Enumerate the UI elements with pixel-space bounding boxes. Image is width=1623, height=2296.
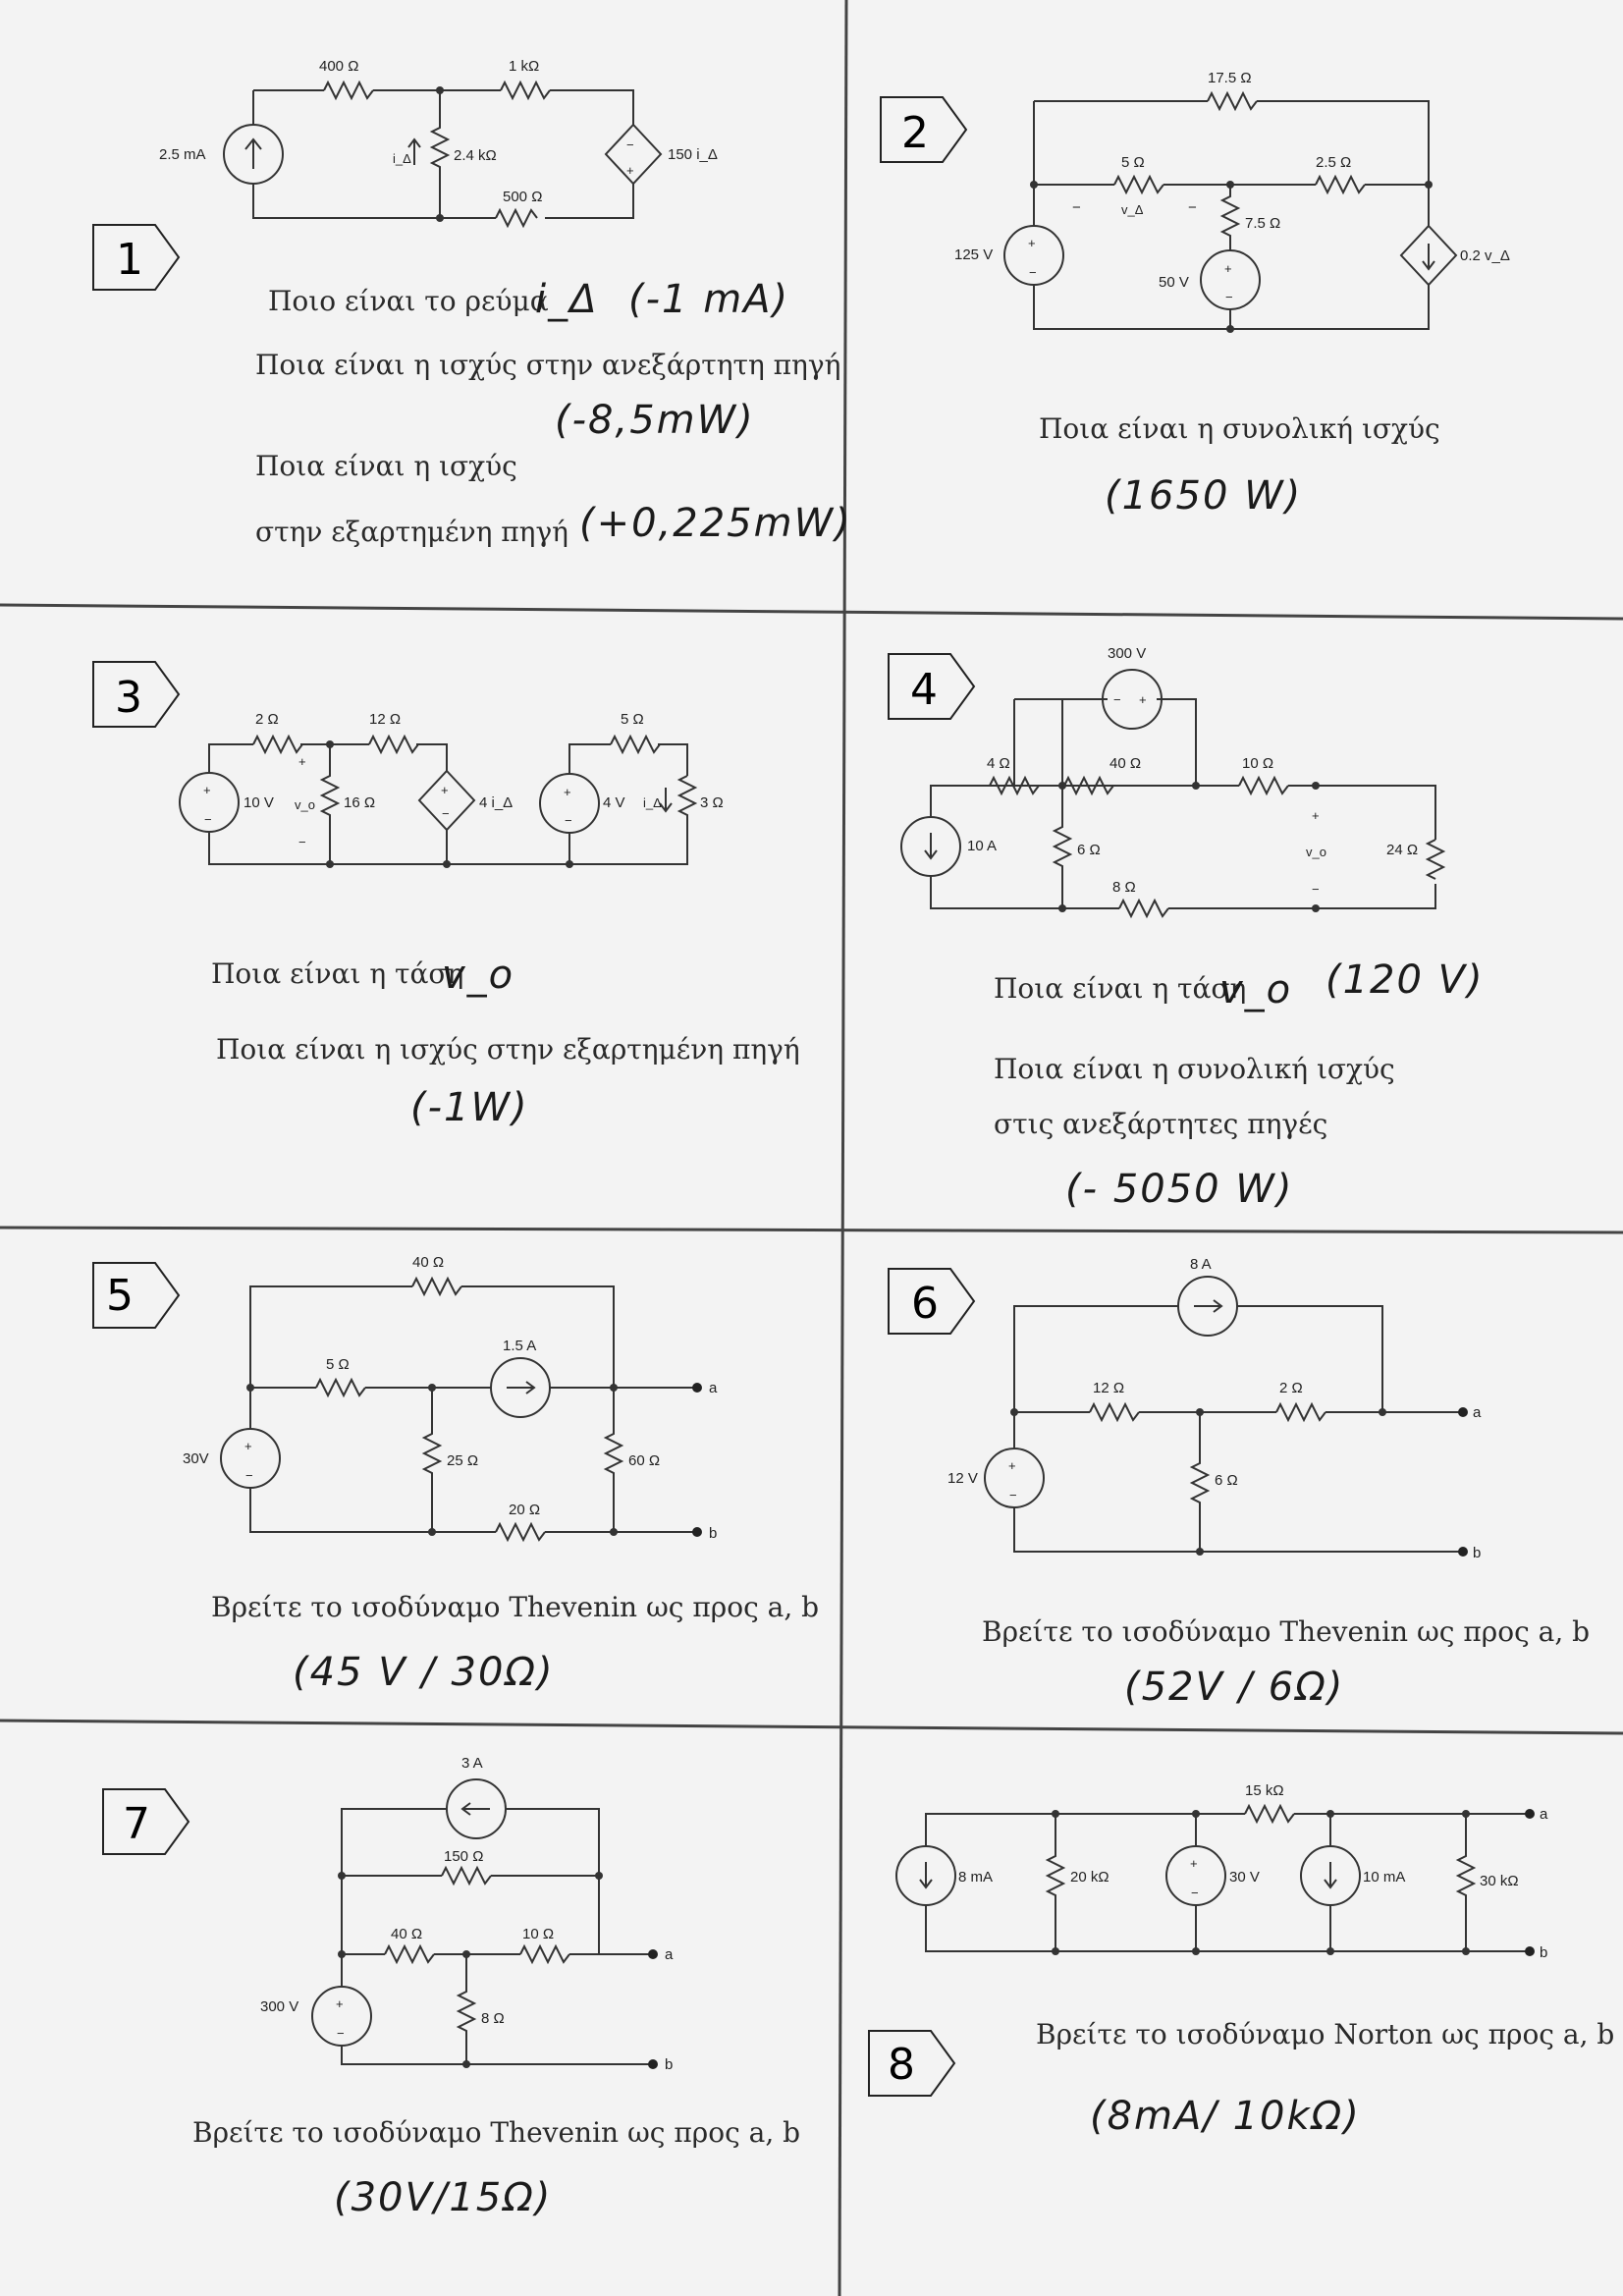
- label-300v: 300 V: [1108, 645, 1147, 662]
- label-20-ohm: 20 Ω: [509, 1502, 541, 1518]
- terminal-b-7: b: [665, 2056, 674, 2073]
- label-12v: 12 V: [947, 1470, 978, 1487]
- label-12-ohm-6: 12 Ω: [1093, 1380, 1125, 1396]
- svg-text:−: −: [626, 137, 634, 152]
- question-5-thevenin: Βρείτε το ισοδύναμο Thevenin ως προς a, b: [211, 1591, 820, 1623]
- label-7-5-ohm: 7.5 Ω: [1245, 215, 1281, 232]
- terminal-a-6: a: [1473, 1404, 1482, 1421]
- svg-text:−: −: [337, 2026, 345, 2041]
- terminal-a-8: a: [1540, 1806, 1548, 1823]
- label-1k-ohm: 1 kΩ: [509, 58, 540, 75]
- answer-5-thevenin: (45 V / 30Ω): [293, 1650, 555, 1695]
- answer-4-power: (- 5050 W): [1065, 1167, 1294, 1212]
- label-i-delta: i_Δ: [393, 151, 411, 166]
- label-30k-ohm: 30 kΩ: [1480, 1873, 1519, 1889]
- svg-text:−: −: [298, 835, 306, 849]
- label-20k-ohm: 20 kΩ: [1070, 1869, 1109, 1886]
- question-7-thevenin: Βρείτε το ισοδύναμο Thevenin ως προς a, b: [192, 2116, 801, 2149]
- label-16-ohm: 16 Ω: [344, 794, 376, 811]
- label-150-ohm: 150 Ω: [444, 1848, 484, 1865]
- question-4-sources: στις ανεξάρτητες πηγές: [994, 1108, 1328, 1140]
- label-vo-4: v_o: [1306, 845, 1326, 859]
- svg-text:+: +: [298, 754, 306, 769]
- label-15k-ohm: 15 kΩ: [1245, 1782, 1284, 1799]
- svg-text:+: +: [1008, 1458, 1016, 1473]
- answer-4-voltage: (120 V): [1325, 957, 1485, 1003]
- label-vo: v_o: [295, 797, 315, 812]
- svg-text:−: −: [442, 806, 450, 821]
- badge-number-6: 6: [911, 1279, 939, 1329]
- label-10v: 10 V: [243, 794, 274, 811]
- label-8ma: 8 mA: [958, 1869, 994, 1886]
- svg-text:−: −: [1225, 290, 1233, 304]
- label-30v-8: 30 V: [1229, 1869, 1260, 1886]
- svg-text:−: −: [204, 812, 212, 827]
- question-1-power-independent: Ποια είναι η ισχύς στην ανεξάρτητη πηγή: [255, 349, 841, 381]
- question-1-current: Ποιο είναι το ρεύμα: [268, 285, 549, 317]
- handwritten-var-4: v_o: [1219, 967, 1293, 1012]
- label-10a: 10 A: [967, 838, 998, 854]
- svg-text:−: −: [1072, 199, 1081, 216]
- label-150-i-delta: 150 i_Δ: [668, 146, 718, 163]
- svg-text:−: −: [1029, 265, 1037, 280]
- question-6-thevenin: Βρείτε το ισοδύναμο Thevenin ως προς a, b: [982, 1615, 1591, 1648]
- label-400-ohm: 400 Ω: [319, 58, 359, 75]
- label-5-ohm: 5 Ω: [1121, 154, 1145, 171]
- terminal-b-6: b: [1473, 1545, 1482, 1561]
- badge-number-1: 1: [116, 235, 143, 285]
- label-125v: 125 V: [954, 246, 994, 263]
- label-6-ohm-6: 6 Ω: [1215, 1472, 1238, 1489]
- answer-1-power-dependent: (+0,225mW): [579, 501, 852, 546]
- label-v-delta: v_Δ: [1121, 202, 1144, 217]
- badge-number-2: 2: [901, 108, 929, 158]
- svg-text:+: +: [203, 783, 211, 797]
- label-30v: 30V: [183, 1450, 209, 1467]
- terminal-a-5: a: [709, 1380, 718, 1396]
- answer-7-thevenin: (30V/15Ω): [334, 2175, 553, 2220]
- label-4-i-delta: 4 i_Δ: [479, 794, 514, 811]
- svg-text:+: +: [1139, 692, 1147, 707]
- svg-text:+: +: [336, 1996, 344, 2011]
- label-5-ohm: 5 Ω: [621, 711, 644, 728]
- svg-text:+: +: [1028, 236, 1036, 250]
- terminal-b-5: b: [709, 1525, 718, 1542]
- label-2-5ma: 2.5 mA: [159, 146, 206, 163]
- svg-text:−: −: [1312, 882, 1320, 897]
- label-25-ohm: 25 Ω: [447, 1452, 479, 1469]
- svg-text:−: −: [1188, 199, 1197, 216]
- handwritten-var-3: v_o: [442, 953, 515, 998]
- answer-3-power: (-1W): [410, 1085, 529, 1130]
- label-40-ohm: 40 Ω: [1109, 755, 1142, 772]
- label-24-ohm: 24 Ω: [1386, 842, 1419, 858]
- question-3-power: Ποια είναι η ισχύς στην εξαρτημένη πηγή: [216, 1033, 800, 1066]
- label-12-ohm: 12 Ω: [369, 711, 402, 728]
- label-8-ohm-7: 8 Ω: [481, 2010, 505, 2027]
- label-10-ohm-7: 10 Ω: [522, 1926, 555, 1942]
- svg-text:−: −: [565, 813, 572, 828]
- answer-1-current: (-1 mA): [628, 277, 790, 322]
- answer-1-power-independent: (-8,5mW): [555, 398, 755, 443]
- label-500-ohm: 500 Ω: [503, 189, 543, 205]
- svg-text:+: +: [244, 1439, 252, 1453]
- answer-6-thevenin: (52V / 6Ω): [1124, 1665, 1345, 1710]
- question-3-voltage: Ποια είναι η τάση: [211, 957, 464, 990]
- label-60-ohm: 60 Ω: [628, 1452, 661, 1469]
- terminal-b-8: b: [1540, 1944, 1548, 1961]
- question-4-power: Ποια είναι η συνολική ισχύς: [994, 1053, 1395, 1085]
- label-1-5a: 1.5 A: [503, 1338, 537, 1354]
- question-4-voltage: Ποια είναι η τάση: [994, 972, 1247, 1005]
- answer-2-power: (1650 W): [1105, 473, 1303, 519]
- label-4v: 4 V: [603, 794, 625, 811]
- question-2-power: Ποια είναι η συνολική ισχύς: [1039, 412, 1440, 445]
- svg-text:+: +: [441, 783, 449, 797]
- badge-number-3: 3: [115, 673, 142, 723]
- label-10ma: 10 mA: [1363, 1869, 1406, 1886]
- question-8-norton: Βρείτε το ισοδύναμο Norton ως προς a, b: [1036, 2018, 1615, 2050]
- label-8a: 8 A: [1190, 1256, 1212, 1273]
- label-2-ohm-6: 2 Ω: [1279, 1380, 1303, 1396]
- svg-text:+: +: [564, 785, 571, 799]
- label-10-ohm: 10 Ω: [1242, 755, 1274, 772]
- label-3-ohm: 3 Ω: [700, 794, 724, 811]
- label-3a: 3 A: [461, 1755, 483, 1772]
- label-2-4k-ohm: 2.4 kΩ: [454, 147, 497, 164]
- label-5-ohm-5: 5 Ω: [326, 1356, 350, 1373]
- badge-number-8: 8: [888, 2040, 915, 2090]
- svg-text:−: −: [1191, 1886, 1199, 1900]
- answer-8-norton: (8mA/ 10kΩ): [1090, 2094, 1361, 2139]
- svg-text:+: +: [1312, 808, 1320, 823]
- label-300v-7: 300 V: [260, 1998, 299, 2015]
- label-0-2-v-delta: 0.2 v_Δ: [1460, 247, 1510, 264]
- svg-text:+: +: [626, 163, 634, 178]
- label-8-ohm: 8 Ω: [1112, 879, 1136, 896]
- label-i-delta-3: i_Δ: [643, 795, 662, 810]
- label-6-ohm: 6 Ω: [1077, 842, 1101, 858]
- badge-number-7: 7: [123, 1799, 150, 1849]
- label-2-5-ohm: 2.5 Ω: [1316, 154, 1352, 171]
- badge-number-5: 5: [106, 1271, 134, 1321]
- handwritten-var-1: i_Δ: [535, 277, 599, 322]
- svg-text:−: −: [1009, 1488, 1017, 1503]
- svg-text:+: +: [1190, 1856, 1198, 1871]
- label-40-ohm-7: 40 Ω: [391, 1926, 423, 1942]
- badge-number-4: 4: [910, 665, 938, 715]
- svg-text:−: −: [245, 1468, 253, 1483]
- label-2-ohm: 2 Ω: [255, 711, 279, 728]
- question-1-power: Ποια είναι η ισχύς: [255, 450, 517, 482]
- svg-text:−: −: [1113, 692, 1121, 707]
- label-17-5-ohm: 17.5 Ω: [1208, 70, 1252, 86]
- label-50v: 50 V: [1159, 274, 1189, 291]
- label-40-ohm-5: 40 Ω: [412, 1254, 445, 1271]
- question-1-dependent: στην εξαρτημένη πηγή: [255, 516, 568, 548]
- label-4-ohm: 4 Ω: [987, 755, 1010, 772]
- terminal-a-7: a: [665, 1946, 674, 1963]
- svg-text:+: +: [1224, 261, 1232, 276]
